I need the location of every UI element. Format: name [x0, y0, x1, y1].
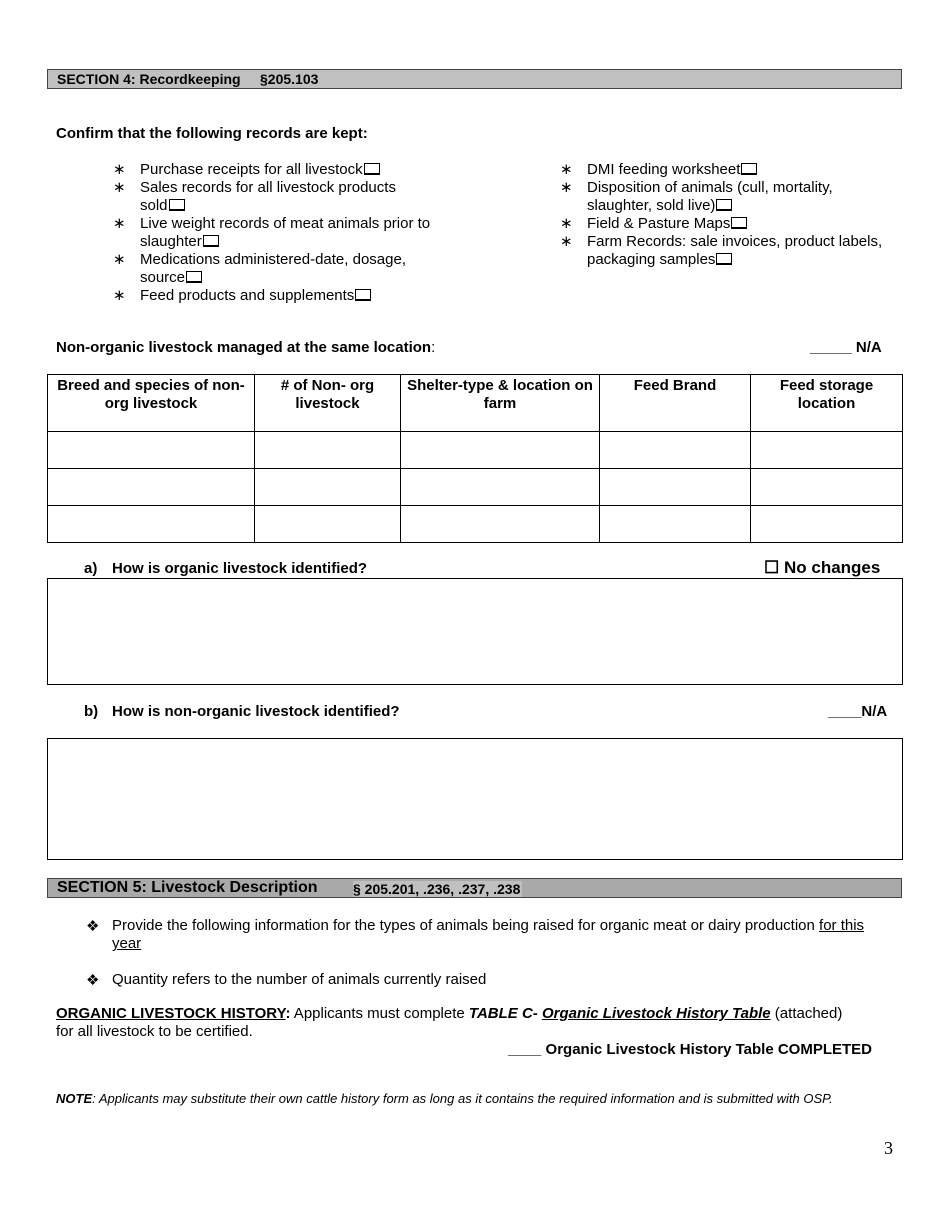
history-table-link: Organic Livestock History Table: [541, 1005, 771, 1022]
table-header-row: [48, 375, 903, 432]
col-header-breed: Breed and species of non-org livestock: [48, 375, 255, 432]
table-cell[interactable]: [48, 506, 255, 543]
no-changes-label: No changes: [783, 558, 881, 577]
nonorg-livestock-table: [47, 374, 903, 543]
page-number: 3: [884, 1138, 893, 1158]
field-maps-checkbox[interactable]: [731, 217, 747, 229]
question-a: How is organic livestock identified?: [112, 560, 368, 577]
table-cell[interactable]: [401, 506, 600, 543]
table-cell[interactable]: [401, 469, 600, 506]
disposition-checkbox[interactable]: [716, 199, 732, 211]
col-header-feed-storage: Feed storage location: [751, 375, 903, 432]
table-cell[interactable]: [751, 506, 903, 543]
live-weight-checkbox[interactable]: [203, 235, 219, 247]
answer-b-box[interactable]: [47, 738, 903, 860]
table-cell[interactable]: [600, 469, 751, 506]
answer-a-box[interactable]: [47, 578, 903, 685]
checkbox-icon[interactable]: ☐: [764, 558, 780, 577]
question-b-letter: b): [84, 703, 99, 720]
table-cell[interactable]: [255, 432, 401, 469]
section-5-title: SECTION 5: Livestock Description: [57, 879, 318, 896]
table-cell[interactable]: [48, 469, 255, 506]
table-cell[interactable]: [600, 506, 751, 543]
sales-records-checkbox[interactable]: [169, 199, 185, 211]
section-4-citation: §205.103: [260, 71, 319, 87]
diamond-bullet-icon: ❖: [86, 918, 100, 935]
table-row: [48, 432, 903, 469]
table-cell[interactable]: [48, 432, 255, 469]
feed-products-checkbox[interactable]: [355, 289, 371, 301]
bullet-2: Quantity refers to the number of animals currently raised: [112, 971, 487, 988]
purchase-receipts-checkbox[interactable]: [364, 163, 380, 175]
table-cell[interactable]: [255, 469, 401, 506]
bullet-1: Provide the following information for the types of animals being raised for organic meat or dairy production for this year: [112, 917, 865, 952]
list-item: ∗ DMI feeding worksheet: [560, 161, 905, 179]
table-cell[interactable]: [751, 469, 903, 506]
table-cell[interactable]: [600, 432, 751, 469]
table-row: [48, 469, 903, 506]
note: NOTE: Applicants may substitute their own cattle history form as long as it contains the required information and is submitted with OSP.: [56, 1091, 833, 1106]
records-list-left: [113, 161, 473, 305]
question-a-letter: a): [84, 560, 98, 577]
question-b: How is non-organic livestock identified?: [112, 703, 400, 720]
diamond-bullet-icon: ❖: [86, 972, 100, 989]
list-item: ∗ Medications administered-date, dosage, source: [113, 251, 406, 286]
list-item: ∗ Purchase receipts for all livestock: [113, 161, 473, 179]
history-paragraph: ORGANIC LIVESTOCK HISTORY: Applicants must complete TABLE C- Organic Livestock History Table (attached) for all livestock to be certified.: [56, 1005, 843, 1040]
confirm-label: Confirm that the following records are kept:: [56, 125, 368, 142]
nonorg-label: Non-organic livestock managed at the same location: [56, 339, 432, 356]
nonorg-na[interactable]: _____ N/A: [810, 339, 882, 356]
col-header-count: # of Non- org livestock: [255, 375, 401, 432]
list-item: ∗ Feed products and supplements: [113, 287, 473, 305]
medications-checkbox[interactable]: [186, 271, 202, 283]
note-label: NOTE: [56, 1091, 93, 1106]
nonorg-label-row: Non-organic livestock managed at the same location:: [56, 339, 436, 356]
section-5-citation: § 205.201, .236, .237, .238: [353, 881, 521, 897]
list-item: ∗ Sales records for all livestock products sold: [113, 179, 396, 214]
list-item: ∗ Disposition of animals (cull, mortality, slaughter, sold live): [560, 179, 833, 214]
table-cell[interactable]: [401, 432, 600, 469]
no-changes-option[interactable]: [764, 558, 880, 578]
table-row: [48, 506, 903, 543]
list-item: ∗ Field & Pasture Maps: [560, 215, 905, 233]
section-4-title: SECTION 4: Recordkeeping: [57, 71, 241, 87]
section-5-header: [47, 878, 902, 898]
dmi-worksheet-checkbox[interactable]: [741, 163, 757, 175]
history-completed[interactable]: ____ Organic Livestock History Table COMPLETED: [508, 1041, 872, 1058]
history-label: ORGANIC LIVESTOCK HISTORY: [56, 1005, 286, 1022]
farm-records-checkbox[interactable]: [716, 253, 732, 265]
table-cell[interactable]: [255, 506, 401, 543]
list-item: ∗ Live weight records of meat animals prior to slaughter: [113, 215, 431, 250]
table-cell[interactable]: [751, 432, 903, 469]
question-b-na[interactable]: ____N/A: [828, 703, 888, 720]
col-header-feed-brand: Feed Brand: [600, 375, 751, 432]
section-4-header: [47, 69, 902, 89]
col-header-shelter: Shelter-type & location on farm: [401, 375, 600, 432]
records-list-right: [560, 161, 905, 269]
list-item: ∗ Farm Records: sale invoices, product labels, packaging samples: [560, 233, 883, 268]
